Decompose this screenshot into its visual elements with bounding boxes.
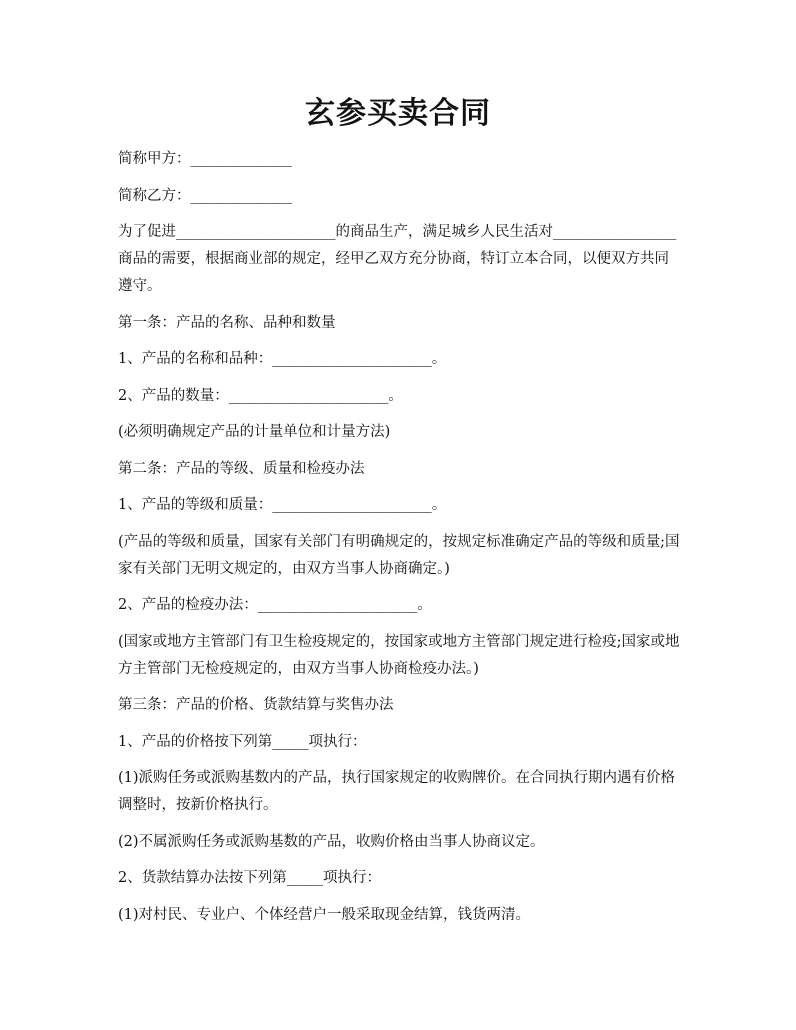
article-3-item-2: 2、货款结算办法按下列第_____项执行：	[118, 870, 381, 886]
article-2-note-2: (国家或地方主管部门有卫生检疫规定的，按国家或地方主管部门规定进行检疫;国家或地方主管部门无检疫规定的，由双方当事人协商检疫办法。)	[118, 633, 680, 677]
article-1-item-2: 2、产品的数量：______________________。	[118, 387, 403, 404]
article-1-note: (必须明确规定产品的计量单位和计量方法)	[118, 424, 391, 440]
party-a-line: 简称甲方：______________	[118, 151, 292, 167]
party-b-line: 简称乙方：______________	[118, 187, 292, 204]
article-2-note-1: (产品的等级和质量，国家有关部门有明确规定的，按规定标准确定产品的等级和质量;国家有关部门无明文规定的，由双方当事人协商确定。)	[118, 533, 680, 577]
article-3-heading: 第三条：产品的价格、货款结算与奖售办法	[118, 697, 394, 713]
article-1-heading: 第一条：产品的名称、品种和数量	[118, 314, 336, 331]
article-1-item-1: 1、产品的名称和品种：______________________。	[118, 351, 447, 367]
article-2-item-1: 1、产品的等级和质量：______________________。	[118, 497, 447, 513]
article-2-heading: 第二条：产品的等级、质量和检疫办法	[118, 460, 365, 477]
preamble-paragraph: 为了促进______________________的商品生产，满足城乡人民生活对_________________商品的需要，根据商业部的规定，经甲乙双方充分协商，特订立本合同，以便双方共同遵守。	[118, 224, 677, 294]
article-3-item-1: 1、产品的价格按下列第_____项执行：	[118, 733, 367, 750]
article-3-item-2-option-1: (1)对村民、专业户、个体经营户一般采取现金结算，钱货两清。	[118, 906, 531, 923]
document-title: 玄参买卖合同	[305, 96, 491, 131]
document-body	[118, 146, 680, 938]
article-3-item-1-option-2: (2)不属派购任务或派购基数的产品，收购价格由当事人协商议定。	[118, 833, 545, 850]
article-3-item-1-option-1: (1)派购任务或派购基数内的产品，执行国家规定的收购牌价。在合同执行期内遇有价格调整时，按新价格执行。	[118, 770, 676, 813]
article-2-item-2: 2、产品的检疫办法：______________________。	[118, 597, 432, 613]
